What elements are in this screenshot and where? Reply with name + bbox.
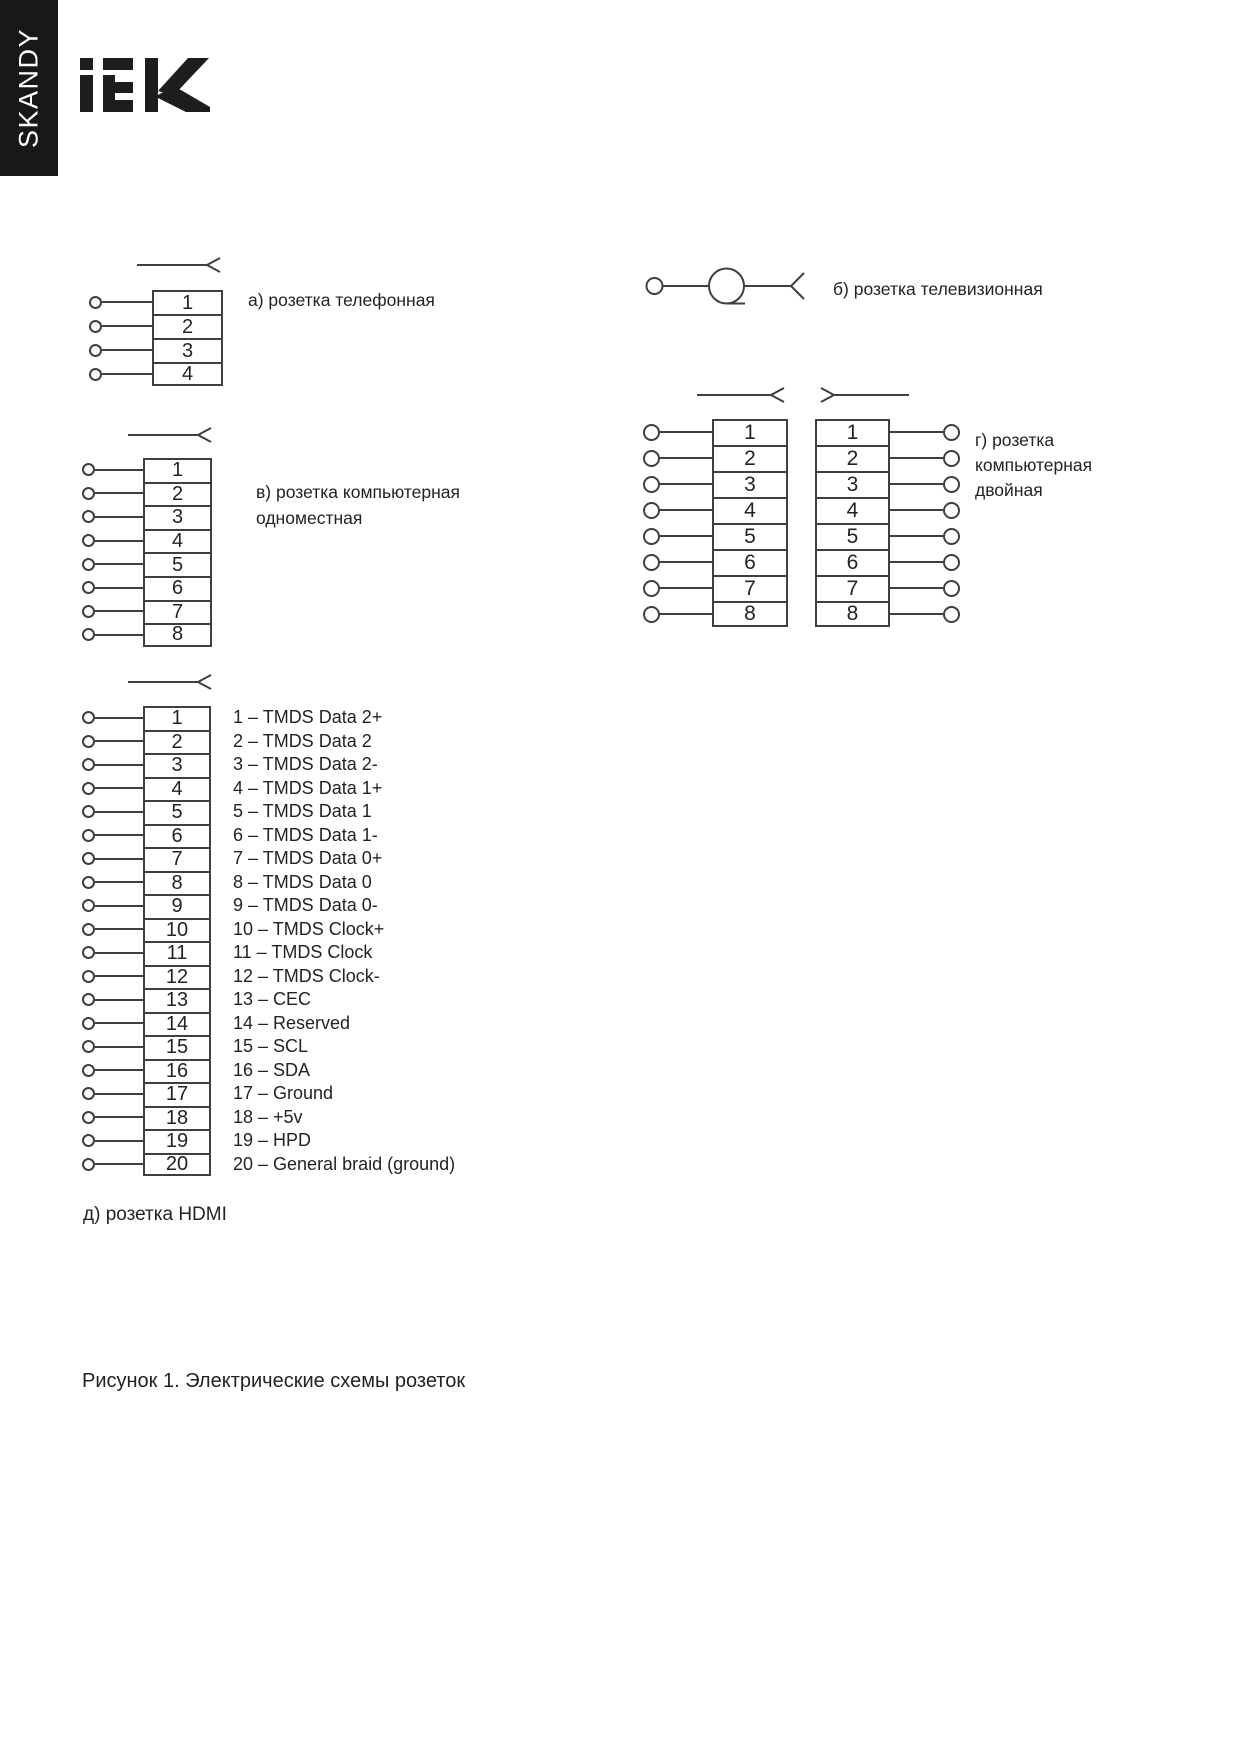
pin-wire (890, 535, 943, 537)
pin-terminal-icon (82, 829, 95, 842)
pin-terminal-icon (82, 605, 95, 618)
pin-description: 15 – SCL (233, 1036, 309, 1057)
pin-wire (660, 561, 712, 563)
pin-terminal-icon (943, 528, 960, 545)
pin-row (815, 601, 960, 627)
pin-number: 4 (815, 497, 890, 523)
pin-number: 8 (815, 601, 890, 627)
pin-row (643, 419, 788, 445)
pin-terminal-icon (89, 344, 102, 357)
pin-row (815, 419, 960, 445)
connector-plug-arrow-icon (128, 427, 212, 443)
pin-row (82, 623, 212, 647)
pin-row (815, 497, 960, 523)
pin-number: 7 (143, 847, 211, 871)
pin-wire (95, 1022, 143, 1024)
connector-plug-arrow-icon (697, 387, 785, 403)
pin-row (82, 1082, 455, 1106)
pin-wire (660, 613, 712, 615)
pin-row (82, 458, 212, 482)
pin-row (82, 552, 212, 576)
pin-description: 1 – TMDS Data 2+ (233, 707, 383, 728)
figure-caption: Рисунок 1. Электрические схемы розеток (82, 1370, 466, 1392)
pin-wire (95, 1140, 143, 1142)
pin-wire (95, 610, 143, 612)
pin-number: 9 (143, 894, 211, 918)
pin-number: 13 (143, 988, 211, 1012)
pin-row (643, 471, 788, 497)
pin-terminal-icon (643, 476, 660, 493)
pin-number: 4 (712, 497, 788, 523)
pin-row (82, 1106, 455, 1130)
pin-number: 8 (143, 871, 211, 895)
pin-number: 7 (712, 575, 788, 601)
pin-row (82, 482, 212, 506)
computer-single-label-line2: одноместная (256, 508, 363, 528)
pin-terminal-icon (82, 805, 95, 818)
pin-row (815, 523, 960, 549)
pin-row (82, 1153, 455, 1177)
pin-terminal-icon (943, 424, 960, 441)
pin-number: 12 (143, 965, 211, 989)
pin-number: 5 (712, 523, 788, 549)
pin-number: 6 (143, 824, 211, 848)
pin-number: 19 (143, 1129, 211, 1153)
pin-terminal-icon (89, 296, 102, 309)
pin-number: 1 (143, 458, 212, 482)
pin-row (82, 918, 455, 942)
pin-terminal-icon (643, 580, 660, 597)
pin-number: 1 (143, 706, 211, 730)
pin-row (643, 445, 788, 471)
pin-wire (95, 634, 143, 636)
pin-wire (95, 905, 143, 907)
pin-wire (890, 613, 943, 615)
pin-terminal-icon (82, 1017, 95, 1030)
pin-wire (95, 881, 143, 883)
pin-row (82, 730, 455, 754)
pin-description: 6 – TMDS Data 1- (233, 824, 378, 845)
pin-row (82, 576, 212, 600)
pin-row (643, 575, 788, 601)
pin-terminal-icon (643, 450, 660, 467)
pin-wire (95, 516, 143, 518)
connector-plug-arrow-icon (128, 674, 212, 690)
pin-number: 3 (152, 338, 223, 362)
pin-terminal-icon (82, 970, 95, 983)
pin-wire (890, 509, 943, 511)
pin-terminal-icon (943, 580, 960, 597)
pin-terminal-icon (89, 368, 102, 381)
pin-number: 1 (712, 419, 788, 445)
pin-description: 4 – TMDS Data 1+ (233, 777, 383, 798)
pin-wire (95, 587, 143, 589)
pin-wire (660, 535, 712, 537)
pin-row (82, 941, 455, 965)
pin-wire (95, 787, 143, 789)
pin-terminal-icon (82, 923, 95, 936)
pin-wire (95, 1163, 143, 1165)
pin-row (82, 800, 455, 824)
pin-terminal-icon (82, 1087, 95, 1100)
computer-double-label-line1: г) розетка (975, 430, 1055, 450)
pin-description: 17 – Ground (233, 1083, 334, 1104)
pin-wire (890, 431, 943, 433)
pin-row (643, 549, 788, 575)
pin-wire (660, 587, 712, 589)
pin-number: 2 (815, 445, 890, 471)
telephone-pin-table (89, 290, 223, 386)
pin-description: 8 – TMDS Data 0 (233, 871, 372, 892)
pin-terminal-icon (82, 1040, 95, 1053)
pin-wire (95, 811, 143, 813)
pin-number: 4 (152, 362, 223, 386)
pin-description: 10 – TMDS Clock+ (233, 918, 385, 939)
pin-number: 1 (152, 290, 223, 314)
pin-terminal-icon (943, 606, 960, 623)
pin-number: 15 (143, 1035, 211, 1059)
brand-name: SKANDY (13, 27, 44, 149)
pin-row (815, 445, 960, 471)
pin-row (82, 1012, 455, 1036)
pin-description: 12 – TMDS Clock- (233, 965, 380, 986)
pin-terminal-icon (82, 510, 95, 523)
pin-number: 2 (712, 445, 788, 471)
pin-terminal-icon (82, 1158, 95, 1171)
pin-number: 2 (143, 730, 211, 754)
pin-wire (660, 457, 712, 459)
pin-row (82, 871, 455, 895)
pin-number: 17 (143, 1082, 211, 1106)
pin-number: 3 (712, 471, 788, 497)
pin-number: 10 (143, 918, 211, 942)
pin-terminal-icon (643, 606, 660, 623)
pin-description: 2 – TMDS Data 2 (233, 730, 372, 751)
pin-number: 8 (712, 601, 788, 627)
pin-description: 3 – TMDS Data 2- (233, 754, 378, 775)
hdmi-pin-table (82, 706, 455, 1176)
pin-terminal-icon (82, 852, 95, 865)
pin-row (643, 601, 788, 627)
pin-number: 5 (815, 523, 890, 549)
computer-double-label-line2: компьютерная (975, 455, 1093, 475)
pin-row (89, 290, 223, 314)
computer-single-label (256, 479, 460, 531)
pin-row (82, 1059, 455, 1083)
pin-row (89, 362, 223, 386)
pin-number: 11 (143, 941, 211, 965)
tv-label: б) розетка телевизионная (833, 279, 1043, 299)
pin-wire (660, 483, 712, 485)
pin-row (82, 965, 455, 989)
pin-row (82, 529, 212, 553)
pin-description: 5 – TMDS Data 1 (233, 801, 372, 822)
pin-number: 2 (152, 314, 223, 338)
pin-wire (102, 349, 152, 351)
pin-wire (890, 587, 943, 589)
hdmi-label: д) розетка HDMI (83, 1204, 227, 1225)
pin-wire (95, 1069, 143, 1071)
pin-terminal-icon (82, 899, 95, 912)
pin-wire (95, 563, 143, 565)
pin-terminal-icon (943, 450, 960, 467)
pin-wire (95, 999, 143, 1001)
pin-terminal-icon (82, 946, 95, 959)
computer-double-label (975, 428, 1092, 503)
pin-terminal-icon (643, 424, 660, 441)
pin-number: 3 (815, 471, 890, 497)
computer-single-label-line1: в) розетка компьютерная (256, 482, 460, 502)
computer-double-label-line3: двойная (975, 480, 1043, 500)
pin-wire (102, 373, 152, 375)
pin-row (89, 338, 223, 362)
pin-row (643, 497, 788, 523)
pin-number: 4 (143, 529, 212, 553)
pin-row (82, 1129, 455, 1153)
pin-terminal-icon (82, 1111, 95, 1124)
pin-description: 20 – General braid (ground) (233, 1153, 456, 1174)
pin-row (82, 753, 455, 777)
pin-number: 5 (143, 552, 212, 576)
pin-terminal-icon (82, 558, 95, 571)
coax-socket-symbol-icon (643, 264, 813, 308)
pin-number: 8 (143, 623, 212, 647)
pin-number: 7 (815, 575, 890, 601)
connector-plug-arrow-mirrored-icon (817, 387, 909, 403)
pin-row (82, 988, 455, 1012)
pin-terminal-icon (643, 502, 660, 519)
pin-wire (95, 975, 143, 977)
computer-double-right-pin-table (815, 419, 960, 627)
pin-number: 14 (143, 1012, 211, 1036)
pin-terminal-icon (82, 758, 95, 771)
iek-logo (80, 55, 210, 113)
pin-row (82, 824, 455, 848)
pin-number: 3 (143, 505, 212, 529)
pin-description: 11 – TMDS Clock (233, 942, 373, 963)
pin-row (815, 471, 960, 497)
pin-row (82, 847, 455, 871)
pin-wire (890, 457, 943, 459)
pin-number: 16 (143, 1059, 211, 1083)
pin-wire (890, 483, 943, 485)
connector-plug-arrow-icon (137, 257, 221, 273)
pin-number: 18 (143, 1106, 211, 1130)
pin-terminal-icon (82, 711, 95, 724)
pin-terminal-icon (82, 735, 95, 748)
pin-wire (95, 952, 143, 954)
computer-double-left-pin-table (643, 419, 788, 627)
pin-row (89, 314, 223, 338)
pin-wire (95, 1093, 143, 1095)
pin-terminal-icon (82, 534, 95, 547)
pin-description: 18 – +5v (233, 1106, 303, 1127)
pin-description: 13 – CEC (233, 989, 312, 1010)
pin-wire (95, 1116, 143, 1118)
pin-description: 16 – SDA (233, 1059, 311, 1080)
pin-row (643, 523, 788, 549)
pin-wire (95, 469, 143, 471)
pin-wire (660, 431, 712, 433)
pin-terminal-icon (943, 554, 960, 571)
pin-terminal-icon (82, 463, 95, 476)
pin-wire (95, 1046, 143, 1048)
pin-wire (95, 492, 143, 494)
pin-terminal-icon (89, 320, 102, 333)
pin-wire (102, 301, 152, 303)
pin-number: 3 (143, 753, 211, 777)
pin-terminal-icon (82, 487, 95, 500)
pin-terminal-icon (82, 581, 95, 594)
pin-row (82, 1035, 455, 1059)
pin-terminal-icon (82, 782, 95, 795)
pin-wire (95, 740, 143, 742)
pin-number: 1 (815, 419, 890, 445)
pin-description: 19 – HPD (233, 1130, 312, 1151)
pin-row (82, 706, 455, 730)
pin-row (82, 505, 212, 529)
pin-row (82, 777, 455, 801)
pin-terminal-icon (82, 1064, 95, 1077)
pin-wire (660, 509, 712, 511)
pin-number: 2 (143, 482, 212, 506)
pin-row (82, 894, 455, 918)
telephone-label: а) розетка телефонная (248, 290, 435, 310)
brand-sidebar (0, 0, 58, 176)
pin-wire (95, 764, 143, 766)
pin-number: 5 (143, 800, 211, 824)
pin-terminal-icon (643, 554, 660, 571)
pin-description: 9 – TMDS Data 0- (233, 895, 378, 916)
pin-wire (95, 717, 143, 719)
pin-number: 7 (143, 600, 212, 624)
pin-row (815, 575, 960, 601)
pin-number: 6 (712, 549, 788, 575)
pin-terminal-icon (643, 528, 660, 545)
pin-wire (102, 325, 152, 327)
pin-description: 14 – Reserved (233, 1012, 351, 1033)
pin-description: 7 – TMDS Data 0+ (233, 848, 383, 869)
pin-wire (95, 540, 143, 542)
pin-wire (890, 561, 943, 563)
pin-row (815, 549, 960, 575)
pin-number: 20 (143, 1153, 211, 1177)
computer-single-pin-table (82, 458, 212, 647)
pin-terminal-icon (943, 502, 960, 519)
pin-number: 6 (815, 549, 890, 575)
pin-terminal-icon (82, 993, 95, 1006)
pin-terminal-icon (82, 876, 95, 889)
pin-terminal-icon (82, 628, 95, 641)
pin-number: 6 (143, 576, 212, 600)
pin-wire (95, 858, 143, 860)
pin-number: 4 (143, 777, 211, 801)
pin-wire (95, 928, 143, 930)
pin-terminal-icon (82, 1134, 95, 1147)
pin-terminal-icon (943, 476, 960, 493)
pin-row (82, 600, 212, 624)
pin-wire (95, 834, 143, 836)
